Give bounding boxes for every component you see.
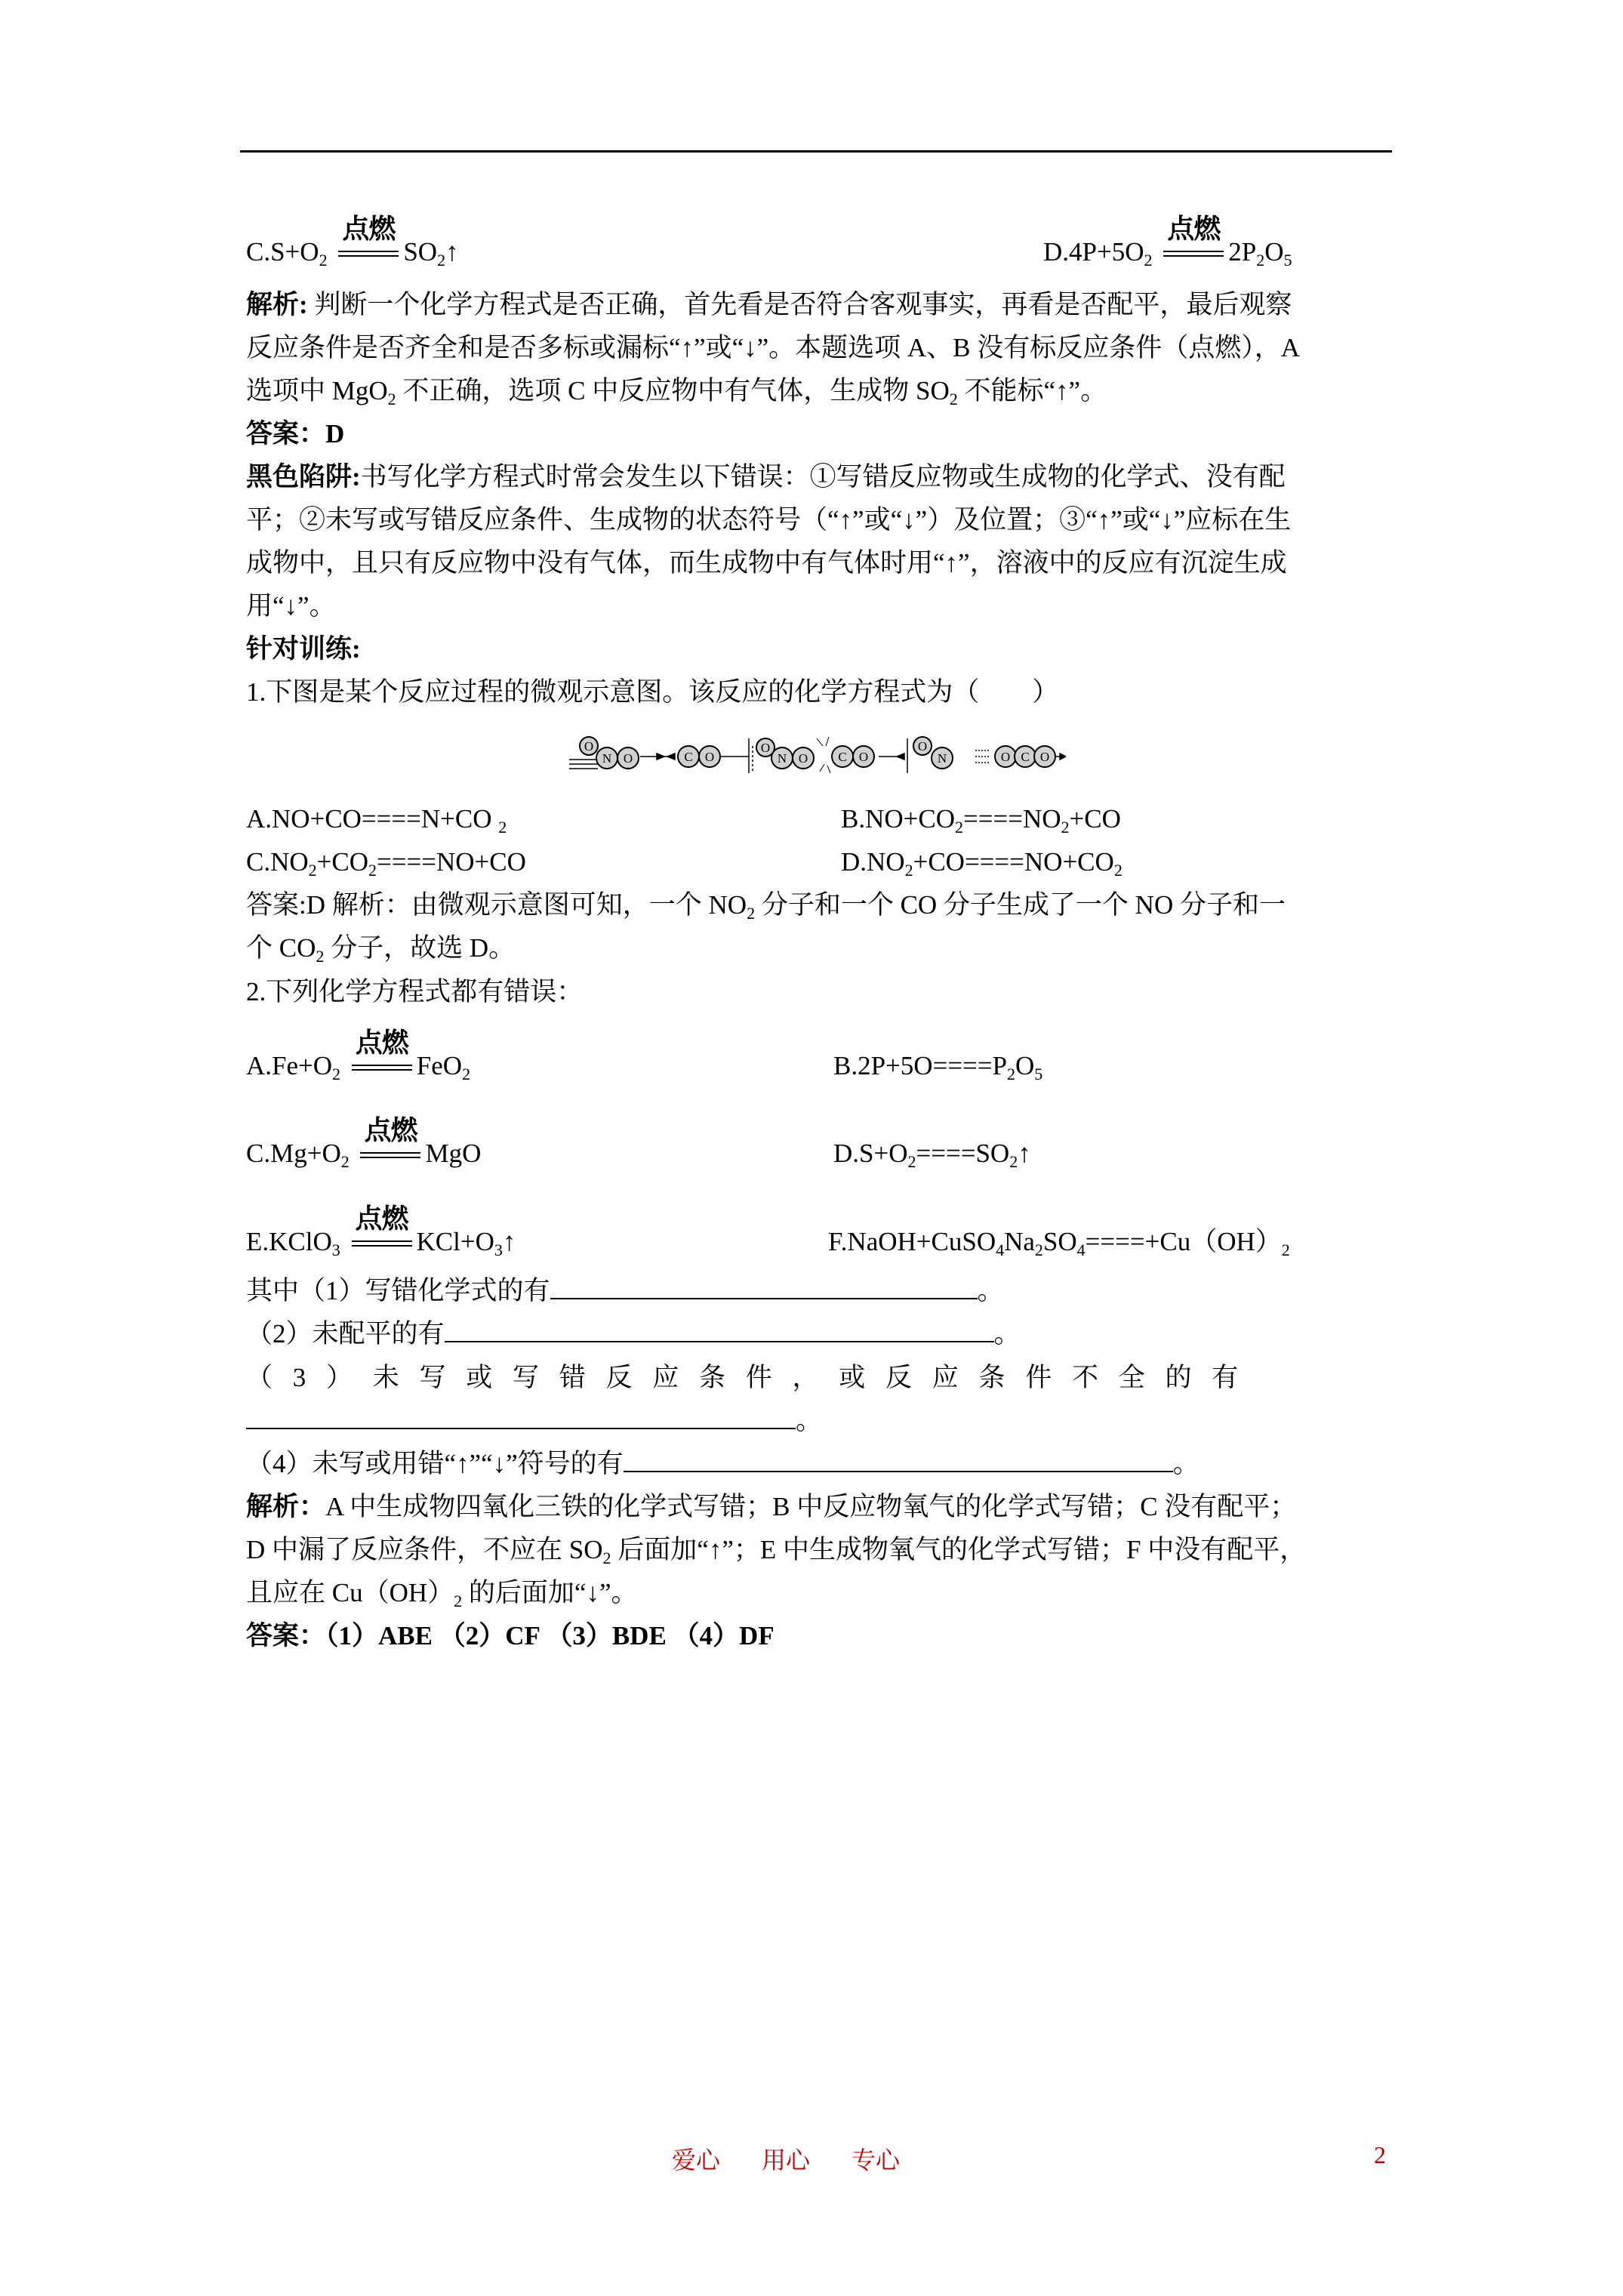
subscript: 2 (602, 1549, 611, 1567)
text: 个 CO (246, 933, 316, 963)
diagram-label: C (838, 750, 847, 764)
text: O (1015, 1051, 1035, 1080)
condition-label: 点燃 (364, 1115, 417, 1146)
diagram-label: O (1039, 750, 1050, 764)
q1-answer-line1 (246, 889, 1286, 922)
subscript: 2 (1144, 251, 1153, 270)
q2-blank4 (246, 1447, 1200, 1481)
text: 反应条件是否齐全和是否多标或漏标“↑”或“↓”。本题选项 A、B 没有标反应条件（点燃），A (246, 333, 1301, 362)
text: ====NO (963, 804, 1061, 834)
subscript: 4 (996, 1240, 1005, 1259)
footer-item: 用心 (762, 2146, 811, 2174)
text: E.KClO (246, 1227, 332, 1256)
text: C.Mg+O (246, 1139, 341, 1168)
diagram-label: O (623, 751, 633, 766)
text: 且应在 Cu（OH） (246, 1578, 454, 1607)
up-arrow-symbol: ↑ (502, 1227, 516, 1256)
subscript: 2 (332, 1065, 341, 1083)
text: KCl+O (416, 1227, 494, 1256)
analysis1-line3 (246, 374, 1107, 408)
text: A 中生成物四氧化三铁的化学式写错；B 中反应物氧气的化学式写错；C 没有配平； (325, 1492, 1297, 1521)
subscript: 2 (1113, 861, 1123, 880)
training-heading (246, 633, 361, 666)
trap-line2 (246, 504, 1291, 537)
up-arrow-symbol: ↑ (445, 237, 459, 267)
q2-blank1 (246, 1274, 1004, 1308)
reaction-condition (347, 1028, 417, 1083)
footer-item: 爱心 (672, 2146, 721, 2174)
diagram-label: C (1021, 750, 1030, 764)
subscript: 2 (1256, 251, 1265, 270)
text: 。 (993, 1319, 1021, 1348)
analysis1-line2 (246, 331, 1300, 365)
diagram-label: N (937, 751, 947, 766)
equals-sign (360, 1152, 420, 1158)
q2-blank2 (246, 1318, 1021, 1351)
answer-blank[interactable] (550, 1275, 978, 1299)
subscript: 2 (1034, 1240, 1043, 1259)
diagram-label: N (602, 751, 612, 766)
subscript: 5 (1034, 1065, 1043, 1083)
trap-line4 (246, 590, 336, 623)
q2-stem (246, 975, 583, 1009)
q2-blank3 (246, 1361, 1245, 1395)
equals-sign (338, 251, 399, 257)
text: 2.下列化学方程式都有错误： (246, 977, 584, 1006)
text: （ 3 ） 未 写 或 写 错 反 应 条 件 ， 或 反 应 条 件 不 全 的 有 (246, 1363, 1246, 1392)
subscript: 2 (907, 1152, 916, 1171)
q2-option-d (833, 1137, 1031, 1170)
text: +CO (1069, 804, 1121, 834)
text: （2）未配平的有 (246, 1319, 445, 1348)
header-rule (240, 150, 1392, 153)
analysis1-line1 (246, 288, 1292, 322)
text: 。 (1172, 1449, 1200, 1478)
text: 判断一个化学方程式是否正确，首先看是否符合客观事实，再看是否配平，最后观察 (307, 290, 1292, 319)
text: 平；②未写或写错反应条件、生成物的状态符号（“↑”或“↓”）及位置；③“↑”或“↓”应标在生 (246, 505, 1292, 535)
text: FeO (416, 1051, 463, 1080)
subscript: 2 (1281, 1240, 1290, 1259)
subscript: 2 (316, 947, 325, 966)
answer2 (246, 1620, 775, 1653)
q1-stem (246, 676, 1058, 709)
text: ====SO (916, 1139, 1010, 1168)
text: 不能标“↑”。 (957, 376, 1107, 405)
text: 用“↓”。 (246, 591, 336, 621)
text: 分子，故选 D。 (324, 933, 516, 963)
text: B.NO+CO (841, 804, 956, 834)
diagram-label: N (777, 751, 787, 766)
text: A.NO+CO====N+CO (246, 804, 499, 834)
text: O (1264, 237, 1284, 267)
diagram-label: O (917, 739, 928, 754)
text: MgO (425, 1139, 482, 1168)
analysis2-line2 (246, 1533, 1306, 1567)
analysis-label: 解析: (246, 290, 308, 319)
subscript: 2 (454, 1592, 463, 1610)
reaction-condition (334, 214, 403, 269)
equals-sign (352, 1065, 412, 1071)
subscript: 2 (955, 818, 964, 837)
subscript: 2 (904, 861, 913, 880)
up-arrow-symbol: ↑ (1018, 1139, 1031, 1168)
condition-label: 点燃 (355, 1203, 408, 1234)
text: 1.下图是某个反应过程的微观示意图。该反应的化学方程式为（ ） (246, 677, 1059, 707)
subscript: 2 (462, 1065, 471, 1083)
subscript: 2 (1009, 1152, 1018, 1171)
subscript: 2 (368, 861, 377, 880)
text: 不正确，选项 C 中反应物中有气体，生成物 SO (396, 376, 950, 405)
diagram-label: O (858, 750, 869, 764)
text: 。 (977, 1276, 1004, 1305)
q2-option-a (246, 1028, 471, 1083)
subscript: 3 (494, 1240, 503, 1259)
q1-option-d (841, 846, 1123, 879)
text: D 中漏了反应条件，不应在 SO (246, 1535, 603, 1564)
diagram-label: O (704, 750, 715, 764)
reaction-condition (347, 1203, 417, 1259)
condition-label: 点燃 (342, 214, 396, 245)
training-label: 针对训练: (246, 634, 361, 664)
top-option-c (246, 214, 459, 270)
text: D.NO (841, 847, 905, 877)
answer-text: 答案：（1）ABE （2）CF （3）BDE （4）DF (246, 1621, 775, 1650)
text: +CO (316, 847, 369, 877)
footer-motto (672, 2141, 900, 2176)
diagram-label: O (798, 751, 808, 766)
subscript: 2 (387, 390, 396, 408)
analysis-label: 解析： (246, 1492, 326, 1521)
subscript: 2 (340, 1152, 350, 1171)
reaction-condition (356, 1115, 425, 1170)
subscript: 2 (949, 390, 958, 408)
subscript: 2 (319, 251, 328, 270)
diagram-label: O (584, 739, 594, 754)
text: Na (1004, 1227, 1035, 1256)
q2-option-f (828, 1225, 1290, 1259)
text: A.Fe+O (246, 1051, 333, 1080)
text: C.S+O (246, 237, 319, 267)
answer-blank[interactable] (624, 1448, 1173, 1472)
condition-label: 点燃 (355, 1028, 408, 1059)
answer1 (246, 418, 344, 451)
text: 其中（1）写错化学式的有 (246, 1276, 550, 1305)
text: C.NO (246, 847, 309, 877)
top-option-d (1043, 214, 1292, 270)
text: ====+Cu（OH） (1085, 1227, 1282, 1256)
q1-option-c (246, 846, 526, 879)
condition-label: 点燃 (1167, 214, 1221, 245)
subscript: 2 (437, 251, 446, 270)
reaction-condition (1159, 214, 1228, 269)
subscript: 2 (747, 904, 756, 923)
q1-answer-line2 (246, 932, 515, 965)
footer-item: 专心 (852, 2146, 901, 2174)
text: 成物中，且只有反应物中没有气体，而生成物中有气体时用“↑”，溶液中的反应有沉淀生成 (246, 548, 1287, 578)
subscript: 2 (1007, 1065, 1015, 1083)
analysis2-line1 (246, 1490, 1296, 1524)
text: 选项中 MgO (246, 376, 388, 405)
text: 后面加“↑”；E 中生成物氧气的化学式写错；F 中没有配平， (611, 1535, 1307, 1564)
subscript: 2 (498, 818, 507, 837)
analysis2-line3 (246, 1576, 637, 1610)
trap-line1 (246, 461, 1286, 494)
subscript: 2 (308, 861, 317, 880)
trap-label: 黑色陷阱: (246, 462, 361, 492)
diagram-label: O (1000, 750, 1011, 764)
text: +CO====NO+CO (913, 847, 1114, 877)
text: 答案:D 解析：由微观示意图可知，一个 NO (246, 890, 747, 920)
text: D.4P+5O (1043, 237, 1144, 267)
diagram-label: C (684, 750, 693, 764)
equals-sign (1163, 251, 1224, 257)
subscript: 2 (1061, 818, 1070, 837)
subscript: 5 (1283, 251, 1292, 270)
text: B.2P+5O====P (833, 1051, 1007, 1080)
subscript: 4 (1076, 1240, 1086, 1259)
subscript: 3 (331, 1240, 340, 1259)
text: （4）未写或用错“↑”“↓”符号的有 (246, 1449, 624, 1478)
q2-option-b (833, 1049, 1042, 1083)
equals-sign (352, 1240, 412, 1247)
page-number: 2 (1374, 2141, 1386, 2168)
answer-text: 答案：D (246, 419, 345, 448)
q2-option-e (246, 1203, 516, 1259)
q1-option-a (246, 803, 507, 836)
text: 分子和一个 CO 分子生成了一个 NO 分子和一 (755, 890, 1286, 920)
molecular-diagram (568, 731, 1066, 776)
q2-option-c (246, 1115, 482, 1171)
q1-option-b (841, 803, 1121, 836)
text: SO (403, 237, 438, 267)
answer-blank[interactable] (246, 1405, 796, 1429)
text: ====NO+CO (377, 847, 526, 877)
text: 书写化学方程式时常会发生以下错误：①写错反应物或生成物的化学式、没有配 (360, 462, 1286, 492)
q2-blank3-cont (246, 1404, 822, 1438)
answer-blank[interactable] (445, 1318, 994, 1342)
trap-line3 (246, 547, 1287, 580)
text: D.S+O (833, 1139, 908, 1168)
text: F.NaOH+CuSO (828, 1227, 996, 1256)
text: SO (1042, 1227, 1077, 1256)
text: 。 (796, 1406, 823, 1435)
text: 的后面加“↓”。 (462, 1578, 638, 1607)
diagram-label: O (760, 741, 771, 755)
text: 2P (1228, 237, 1257, 267)
